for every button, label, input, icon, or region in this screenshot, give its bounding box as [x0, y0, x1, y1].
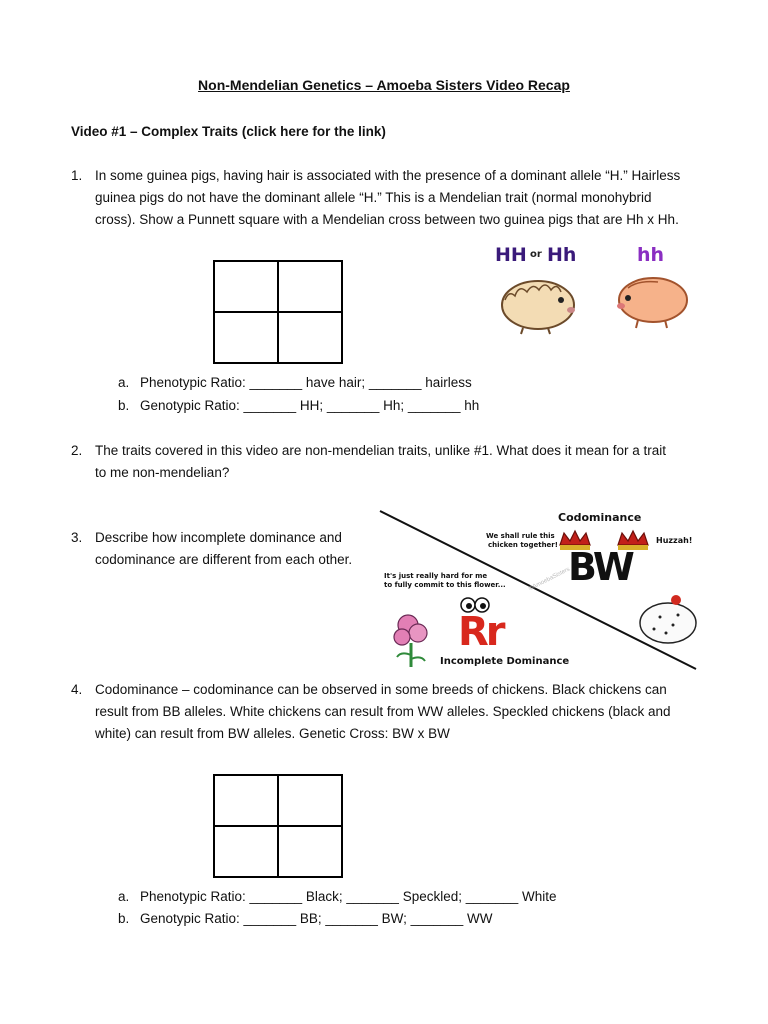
q3-number: 3.	[71, 530, 83, 545]
punnett-cell[interactable]	[214, 261, 278, 312]
q1-line: cross). Show a Punnett square with a Mendelian cross between two guinea pigs that are Hh x Hh.	[95, 212, 679, 227]
q2-line: to me non-mendelian?	[95, 465, 230, 480]
q1-b-label: b.	[118, 398, 130, 413]
punnett-square-2[interactable]	[213, 774, 343, 878]
q4-line: Codominance – codominance can be observed in some breeds of chickens. Black chickens can	[95, 682, 667, 697]
punnett-cell[interactable]	[214, 826, 278, 877]
q4-line: white) can result from BW alleles. Genetic Cross: BW x BW	[95, 726, 450, 741]
q1-phenotypic-ratio[interactable]: Phenotypic Ratio: _______ have hair; _______ hairless	[140, 375, 472, 390]
q3-text	[95, 527, 385, 571]
genotype-hh-label: hh	[637, 244, 665, 266]
or-label: or	[530, 249, 542, 260]
q3-line: codominance are different from each other.	[95, 552, 353, 567]
dominance-illustration	[378, 505, 700, 673]
huzzah-label: Huzzah!	[656, 536, 693, 545]
q2-number: 2.	[71, 443, 83, 458]
q2-text	[95, 440, 715, 484]
q4-line: result from BB alleles. White chickens can result from WW alleles. Speckled chickens (black and	[95, 704, 671, 719]
hairless-guinea-pig-icon	[617, 278, 687, 328]
punnett-cell[interactable]	[214, 775, 278, 826]
flower-icon	[394, 615, 427, 667]
q1-line: guinea pigs do not have the dominant allele “H.” This is a Mendelian trait (normal monohybrid	[95, 190, 652, 205]
incomplete-dominance-label: Incomplete Dominance	[440, 656, 570, 667]
codominance-label: Codominance	[558, 511, 642, 524]
rule-text-line: We shall rule this	[486, 532, 555, 540]
q4-b-label: b.	[118, 911, 130, 926]
q2-line: The traits covered in this video are non-mendelian traits, unlike #1. What does it mean for a trait	[95, 443, 667, 458]
punnett-square-1[interactable]	[213, 260, 343, 364]
q1-genotypic-ratio[interactable]: Genotypic Ratio: _______ HH; _______ Hh; _______ hh	[140, 398, 480, 413]
rule-text-line: chicken together!	[488, 541, 558, 549]
speckled-chicken-icon	[640, 595, 696, 643]
q4-text	[95, 679, 715, 745]
video-link-heading[interactable]: Video #1 – Complex Traits (click here for the link)	[71, 124, 386, 139]
q3-line: Describe how incomplete dominance and	[95, 530, 342, 545]
guinea-pig-image	[485, 238, 700, 343]
watermark: ©AmoebaSisters	[528, 566, 571, 593]
punnett-cell[interactable]	[214, 312, 278, 363]
dominance-comparison-image	[378, 505, 700, 673]
q1-text	[95, 165, 715, 231]
rr-genotype-label: Rr	[458, 609, 503, 655]
q4-genotypic-ratio[interactable]: Genotypic Ratio: _______ BB; _______ BW; _______ WW	[140, 911, 493, 926]
guinea-pig-icons	[493, 270, 693, 340]
punnett-cell[interactable]	[278, 826, 342, 877]
punnett-cell[interactable]	[278, 312, 342, 363]
punnett-cell[interactable]	[278, 261, 342, 312]
q4-phenotypic-ratio[interactable]: Phenotypic Ratio: _______ Black; _______ Speckled; _______ White	[140, 889, 557, 904]
q1-a-label: a.	[118, 375, 130, 390]
page-title: Non-Mendelian Genetics – Amoeba Sisters Video Recap	[198, 77, 570, 93]
q4-number: 4.	[71, 682, 83, 697]
bw-genotype-label: BW	[568, 545, 633, 589]
q1-number: 1.	[71, 168, 83, 183]
q4-a-label: a.	[118, 889, 130, 904]
genotype-Hh-label: Hh	[547, 244, 577, 266]
hairy-guinea-pig-icon	[502, 281, 575, 334]
punnett-cell[interactable]	[278, 775, 342, 826]
hard-text-line: It's just really hard for me	[384, 572, 488, 580]
hard-text-line: to fully commit to this flower...	[384, 581, 506, 589]
genotype-HH-label: HH	[495, 244, 527, 266]
q1-line: In some guinea pigs, having hair is associated with the presence of a dominant allele “H.” Hairless	[95, 168, 681, 183]
